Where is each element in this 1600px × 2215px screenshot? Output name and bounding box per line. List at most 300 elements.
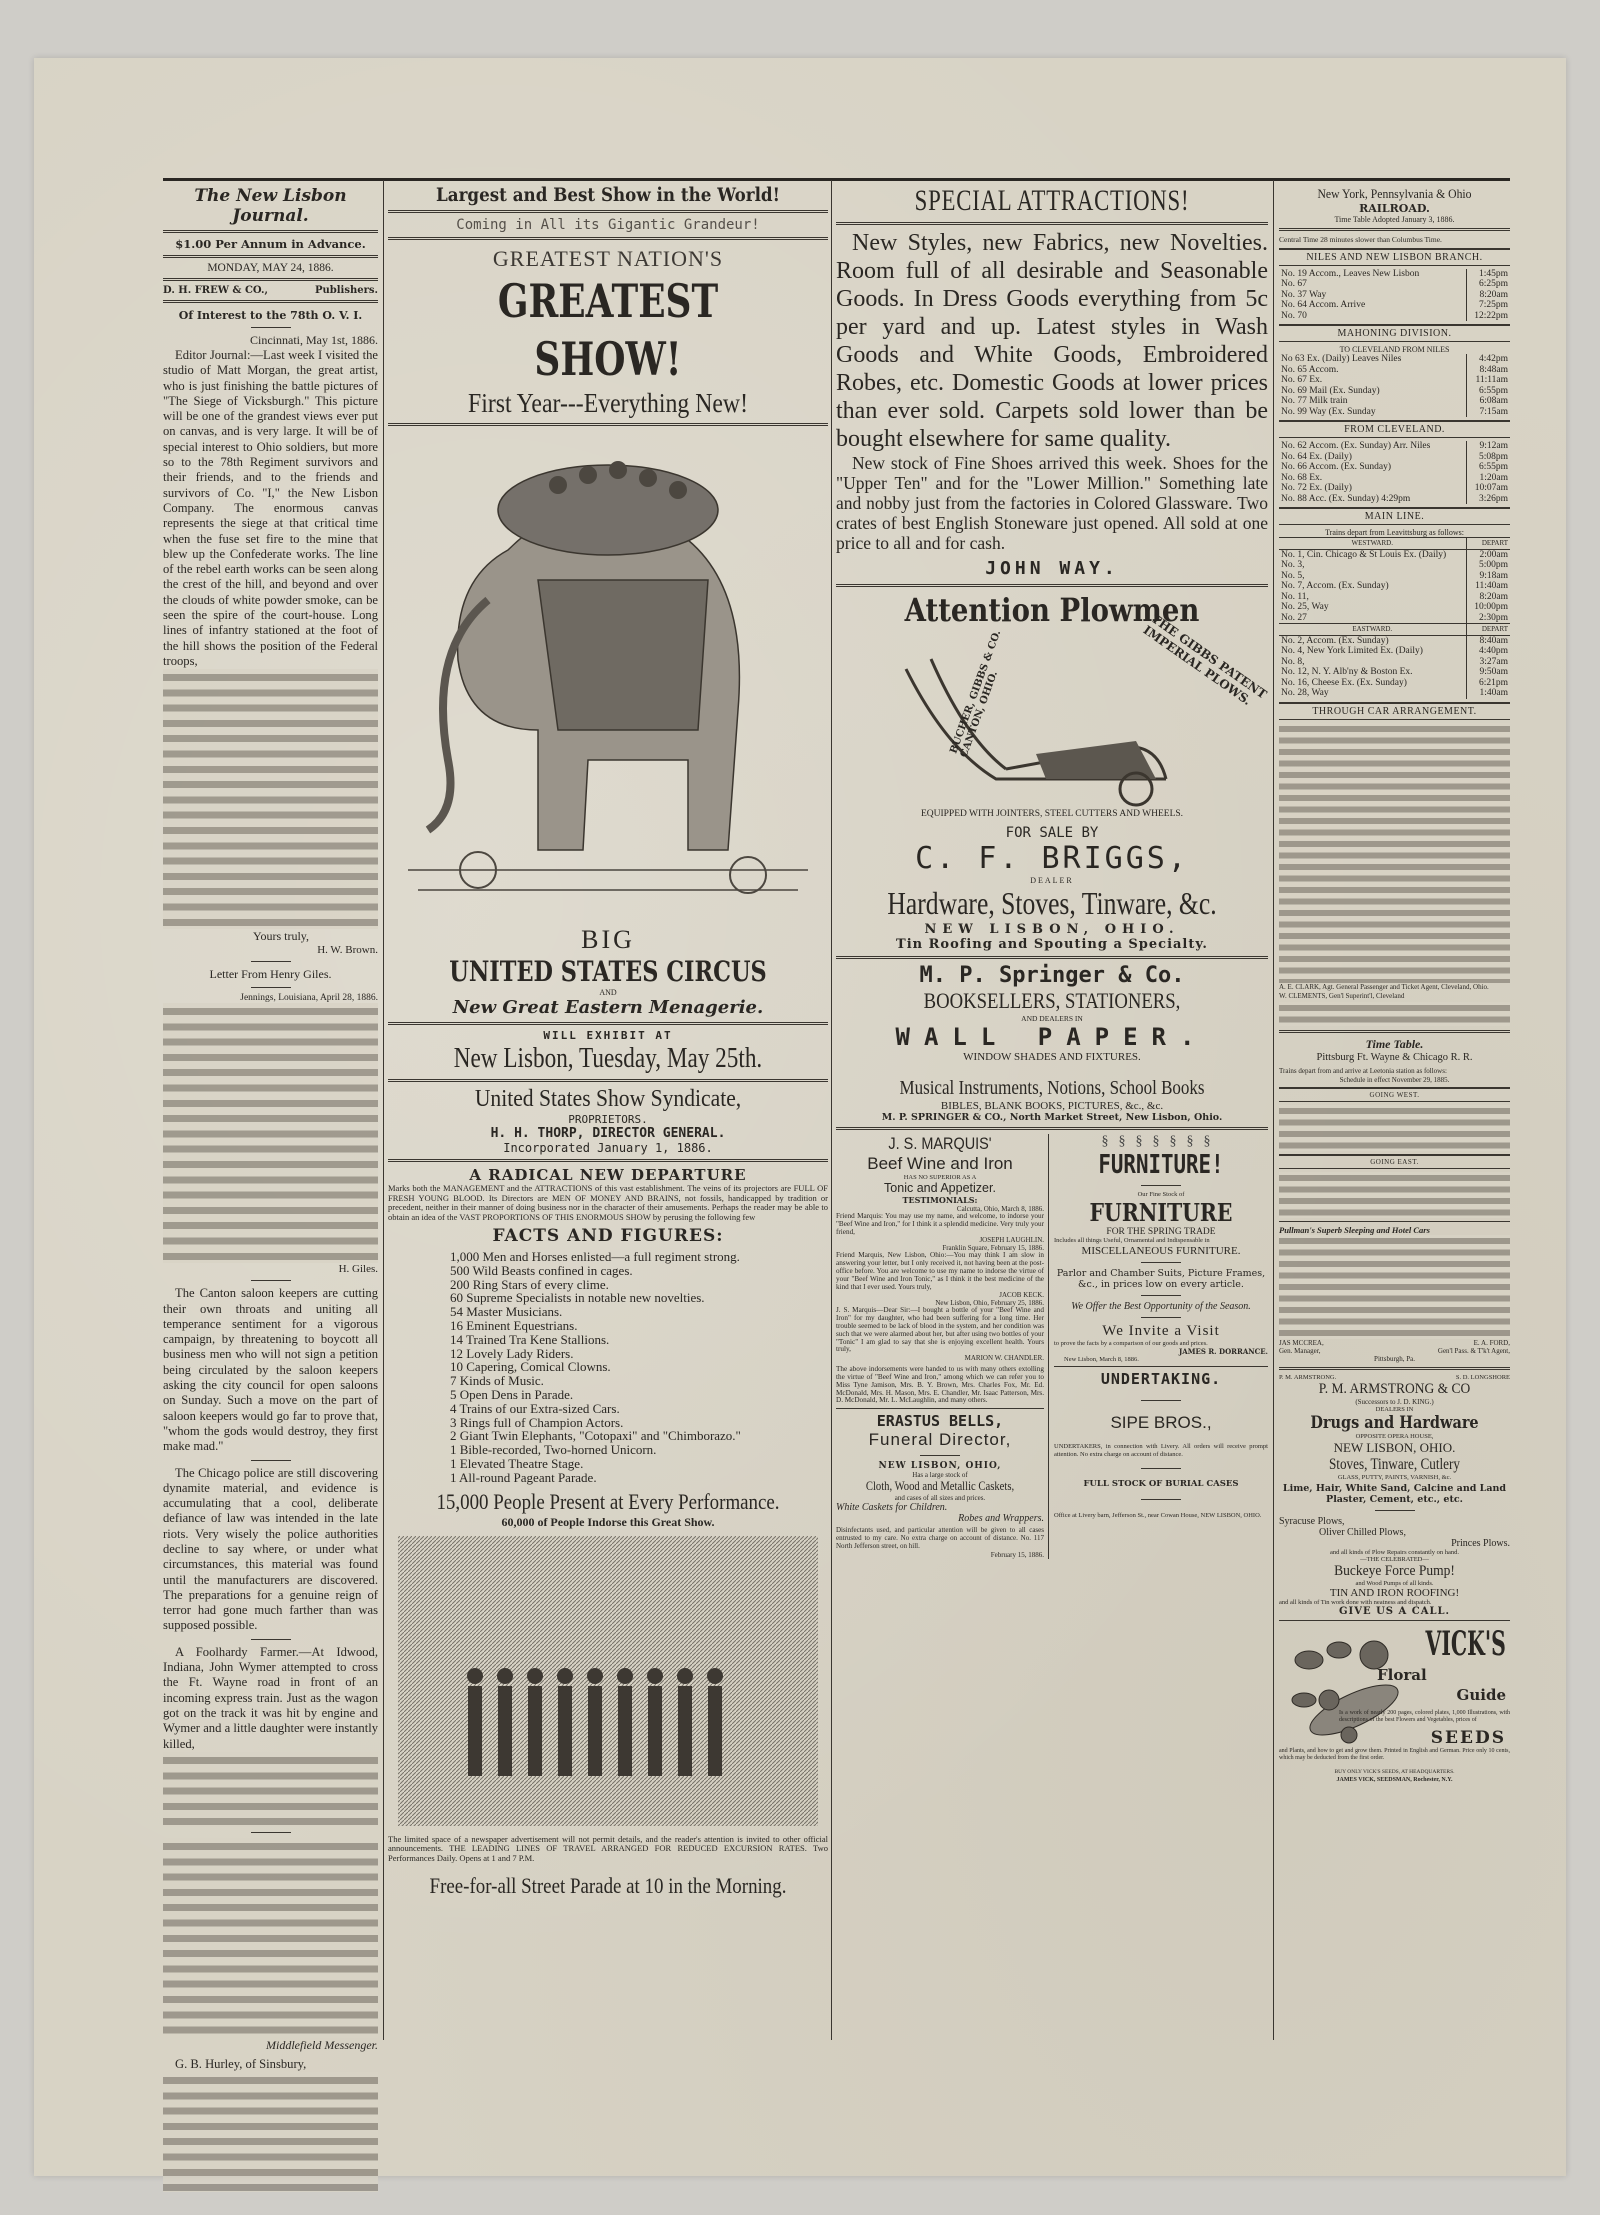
news-item-canton: The Canton saloon keepers are cutting their own throats and uniting all temperance sentiment for a vigorous campaign, by threatening to boycott all business men who will not sign a petition being circulated by the saloon keepers asking the city council for open saloons on Sunday. Such a move on the part of saloon keepers would go far to prove that, "whom the gods would destroy, they first make mad." (163, 1286, 378, 1454)
vick-guide: Guide (1456, 1686, 1506, 1704)
timetable-row (1279, 646, 1510, 657)
article-closing: Yours truly, (253, 929, 310, 944)
springer-line5: BIBLES, BLANK BOOKS, PICTURES, &c., &c. (940, 1100, 1164, 1112)
dealer-label: DEALER (1030, 876, 1074, 885)
furniture-title: FURNITURE! (1098, 1150, 1224, 1180)
railroad-superintendent: W. CLEMENTS, Gen'l Superint'l, Cleveland (1279, 992, 1405, 1000)
furniture-line: Our Fine Stock of (1137, 1191, 1185, 1198)
pfw-title: Time Table. (1365, 1036, 1424, 1051)
circus-director: H. H. THORP, DIRECTOR GENERAL. (490, 1126, 726, 1141)
train-time: 7:25pm (1466, 300, 1510, 311)
train-time: 2:00am (1466, 549, 1510, 560)
sipe-office: Office at Livery barn, Jefferson St., near Cowan House, NEW LISBON, OHIO. (1054, 1512, 1262, 1519)
timetable-section-sub: TO CLEVELAND FROM NILES (1339, 345, 1450, 354)
train-time: 3:27am (1466, 657, 1510, 668)
armstrong-town: NEW LISBON, OHIO. (1333, 1440, 1456, 1455)
timetable-row (1279, 549, 1510, 560)
timetable-row (1279, 473, 1510, 484)
train-name: No. 64 Ex. (Daily) (1281, 451, 1352, 462)
column-rule (1273, 180, 1274, 2040)
springer-wallpaper: WALL PAPER. (895, 1023, 1209, 1051)
springer-address: M. P. SPRINGER & CO., North Market Street, New Lisbon, Ohio. (881, 1112, 1223, 1123)
train-time: 4:42pm (1466, 354, 1510, 365)
fact-item: 12 Lovely Lady Riders. (450, 1345, 574, 1361)
for-sale-by: FOR SALE BY (1005, 825, 1099, 841)
train-name: No. 16, Cheese Ex. (Ex. Sunday) (1281, 677, 1407, 688)
timetable-section-title: THROUGH CAR ARRANGEMENT. (1279, 702, 1510, 720)
ford-title: Gen'l Pass. & T'k't Agent, (1437, 1347, 1510, 1355)
mccrea: JAS MCCREA, (1279, 1339, 1324, 1347)
train-name: No. 28, Way (1281, 688, 1329, 698)
marquis-tonic: Tonic and Appetizer. (884, 1181, 996, 1195)
circus-indorse: 60,000 of People Indorse this Great Show. (501, 1514, 715, 1529)
through-car-text (1279, 723, 1510, 983)
sipe-title: UNDERTAKING. (1100, 1370, 1222, 1388)
train-time: 6:08am (1466, 396, 1510, 407)
furniture-offer: We Offer the Best Opportunity of the Season. (1071, 1300, 1251, 1312)
timetable-row (1279, 386, 1510, 397)
timetable-row (1279, 560, 1510, 571)
vick-buy: BUY ONLY VICK'S SEEDS, AT HEADQUARTERS. (1334, 1769, 1455, 1775)
timetable-section-title: MAIN LINE. (1279, 507, 1510, 525)
timetable-section-title: MAHONING DIVISION. (1279, 324, 1510, 342)
circus-first-year: First Year---Everything New! (468, 388, 748, 418)
armstrong-stoves: Stoves, Tinware, Cutlery (1328, 1456, 1461, 1473)
vick-name: VICK'S (1425, 1624, 1506, 1664)
marquis-sub: HAS NO SUPERIOR AS A (903, 1174, 977, 1181)
ornament-row: §§§§§§§ (1101, 1134, 1221, 1149)
masthead-title: The New Lisbon Journal. (194, 186, 347, 226)
timetable-row (1279, 396, 1510, 407)
pullman-text (1279, 1235, 1510, 1339)
bells-line: and cases of all sizes and prices. (894, 1494, 986, 1503)
pfw-east-rows (1279, 1172, 1510, 1218)
news-item-hurley: G. B. Hurley, of Sinsbury, (175, 2056, 307, 2071)
train-name: No. 5, (1281, 570, 1305, 581)
train-time: 6:21pm (1466, 678, 1510, 689)
furniture-big: FURNITURE (1089, 1198, 1233, 1227)
timetable-row (1279, 494, 1510, 505)
train-name: No. 19 Accom., Leaves New Lisbon (1281, 268, 1420, 279)
bells-line: White Caskets for Children. (836, 1502, 948, 1514)
timetable-header: DEPART (1466, 624, 1510, 636)
timetable-table (1279, 623, 1510, 699)
plow-illustration (836, 611, 1270, 819)
fact-item: 4 Trains of our Extra-sized Cars. (450, 1400, 620, 1416)
testimonial-place: New Lisbon, Ohio, February 25, 1886. (935, 1299, 1044, 1308)
timetable-row (1279, 452, 1510, 463)
timetable-header: WESTWARD. (1351, 539, 1393, 547)
fact-item: 16 Eminent Equestrians. (450, 1317, 578, 1333)
bells-town: NEW LISBON, OHIO, (878, 1461, 1002, 1472)
timetable-row (1279, 375, 1510, 386)
subscription-price: $1.00 Per Annum in Advance. (175, 237, 366, 251)
furniture-signature: JAMES R. DORRANCE. (1179, 1347, 1268, 1356)
dealer-town: NEW LISBON, OHIO. (924, 922, 1180, 937)
article-heading: Of Interest to the 78th O. V. I. (178, 309, 363, 322)
circus-name: UNITED STATES CIRCUS (449, 955, 767, 988)
train-time: 10:07am (1466, 483, 1510, 494)
radical-heading: A RADICAL NEW DEPARTURE (469, 1166, 747, 1184)
railroad-city: Pittsburgh, Pa. (1374, 1355, 1415, 1363)
timetable-row (1279, 462, 1510, 473)
column-rule (383, 180, 384, 2040)
timetable-table (1279, 537, 1510, 623)
testimonial-signature: JACOB KECK. (999, 1291, 1044, 1300)
timetable-row (1279, 688, 1510, 699)
news-item-chicago: The Chicago police are still discovering dynamite material, and evidence is accumulating that a cool, deliberate defiance of law was intended in the late riots. Very wisely the police authorities decline to say where, or under what circumstances, this material was found until the manufacturers are discovered. The preparations for a genuine reign of terror had gone much farther than was supposed possible. (163, 1465, 378, 1633)
armstrong-plow: Princes Plows. (1451, 1538, 1510, 1549)
testimonial-place: Franklin Square, February 15, 1886. (942, 1244, 1044, 1253)
article-body-continued (163, 669, 378, 929)
ford: E. A. FORD, (1473, 1339, 1510, 1347)
timetable-row (1279, 290, 1510, 301)
timetable-row (1279, 300, 1510, 311)
partner: S. D. LONGSHORE (1455, 1374, 1510, 1381)
issue-date: MONDAY, MAY 24, 1886. (207, 262, 334, 274)
timetable-row (1279, 354, 1510, 365)
article-body: Editor Journal:—Last week I visited the studio of Matt Morgan, the great artist, who is just finishing the battle pictures of "The Siege of Vicksburgh." This picture will be one of the grandest views ever put on canvas, and is very large. It will be of special interest to Ohio soldiers, but more so to the 78th Regiment survivors and their friends, and to the friends and survivors of Co. "I," the New Lisbon Company. The enormous canvas represents the siege at that critical time when the fuse set fire to the mine that blew up the Confederate works. The line of the rebel earth works can be seen along the crest of the hill, and beyond and over the clouds of white powder smoke, can be seen the spire of the court-house. Long lines of infantry stationed at the foot of the hill shows the position of the Federal troops, (163, 348, 378, 668)
news-item-continued (163, 2072, 378, 2192)
train-name: No. 25, Way (1281, 602, 1329, 612)
sipe-body: UNDERTAKERS, in connection with Livery. All orders will receive prompt attention. No extra charge on account of distance. (1054, 1443, 1268, 1458)
timetable-section-title: NILES AND NEW LISBON BRANCH. (1279, 248, 1510, 266)
timetable-row (1279, 581, 1510, 592)
vick-body: and Plants, and how to get and grow them. Printed in English and German. Price only 10 cents, which may be deducted from the first order. (1279, 1748, 1510, 1761)
parade-caption: The limited space of a newspaper advertisement will not permit details, and the reader's attention is invited to other official announcements. THE LEADING LINES OF TRAVEL ARRANGED FOR REDUCED EXCURSION RATES. Two Performances Daily. Opens at 1 and 7 P.M. (388, 1833, 828, 1863)
railroad-subtitle: RAILROAD. (1359, 202, 1430, 215)
furniture-line: FOR THE SPRING TRADE (1106, 1227, 1216, 1237)
train-time: 11:40am (1466, 581, 1510, 592)
mccrea-title: Gen. Manager, (1279, 1347, 1321, 1355)
article-dateline: Jennings, Louisiana, April 28, 1886. (240, 993, 378, 1004)
railroad-adopted: Time Table Adopted January 3, 1886. (1334, 215, 1455, 224)
springer-line1: BOOKSELLERS, STATIONERS, (923, 988, 1181, 1013)
article-body (163, 1003, 378, 1263)
publisher: D. H. FREW & CO., (163, 285, 268, 296)
news-item-continued (163, 1752, 378, 1827)
special-title: SPECIAL ATTRACTIONS! (914, 184, 1190, 217)
marquis-advertisement (836, 1134, 1049, 1559)
armstrong-plow: Oliver Chilled Plows, (1319, 1527, 1406, 1538)
plow-maker: BUCHER, GIBBS & CO. CANTON, OHIO. (948, 628, 1004, 759)
timetable-row (1279, 667, 1510, 678)
train-name: No 63 Ex. (Daily) Leaves Niles (1281, 354, 1402, 364)
train-time: 6:55pm (1466, 462, 1510, 473)
train-time: 1:40am (1466, 688, 1510, 699)
train-name: No. 67 Ex. (1281, 375, 1323, 385)
dealer-goods: Hardware, Stoves, Tinware, &c. (887, 885, 1217, 921)
circus-date: New Lisbon, Tuesday, May 25th. (453, 1042, 763, 1074)
pfw-west-rows (1279, 1105, 1510, 1151)
furniture-line: Includes all things Useful, Ornamental and Indispensable in (1054, 1237, 1210, 1244)
train-name: No. 12, N. Y. Alb'ny & Boston Ex. (1281, 667, 1413, 677)
radical-body: Marks both the MANAGEMENT and the ATTRACTIONS of this vast establishment. The veins of its projectors are FULL OF FRESH YOUNG BLOOD. Its Directors are MEN OF MONEY AND BRAINS, not fossils, handicapped by tradition or precedent, neither in their manner of doing business nor in the character of their amusements. Perhaps the reader may be able to obtain an idea of the VAST PROPORTIONS OF THIS ENORMOUS SHOW by perusing the following few (388, 1183, 828, 1222)
armstrong-call: GIVE US A CALL. (1338, 1606, 1450, 1617)
testimonial-body: Friend Marquis, New Lisbon, Ohio:—You may think I am slow in answering your letter, but I only received it, not having been at the post-office before. You are welcome to use my name to indorse the virtue of your "Beef Wine and Iron Tonic," as I think it the best medicine of the kind that I ever used. Yours truly, (836, 1251, 1044, 1291)
furniture-parlor: Parlor and Chamber Suits, Picture Frames, &c., in prices low on every article. (1056, 1267, 1266, 1290)
circus-nations: GREATEST NATION'S (492, 246, 724, 271)
pfw-east: GOING EAST. (1279, 1154, 1510, 1169)
fact-item: 54 Master Musicians. (450, 1304, 563, 1320)
bells-title: Funeral Director, (868, 1430, 1012, 1450)
marquis-product: Beef Wine and Iron (867, 1154, 1013, 1173)
vick-floral: Floral (1377, 1666, 1427, 1684)
timetable-row (1279, 365, 1510, 376)
armstrong-drugs: Drugs and Hardware (1310, 1413, 1479, 1433)
flower-illustration (1279, 1630, 1409, 1760)
circus-menagerie: New Great Eastern Menagerie. (452, 997, 764, 1018)
circus-incorporated: Incorporated January 1, 1886. (503, 1141, 713, 1155)
testimonial-place: Calcutta, Ohio, March 8, 1886. (956, 1205, 1044, 1213)
timetable-table (1279, 441, 1510, 504)
timetable-row (1279, 311, 1510, 322)
train-name: No. 67 (1281, 279, 1307, 289)
pfw-subtitle: Pittsburg Ft. Wayne & Chicago R. R. (1316, 1051, 1473, 1063)
train-name: No. 3, (1281, 560, 1305, 570)
testimonial-signature: MARION W. CHANDLER. (964, 1354, 1044, 1363)
train-name: No. 64 Accom. Arrive (1281, 300, 1366, 310)
train-name: No. 11, (1281, 591, 1309, 602)
bells-line: Has a large stock of (912, 1471, 968, 1480)
train-time: 1:20am (1466, 473, 1510, 484)
train-time: 8:20am (1466, 290, 1510, 301)
bells-line: Robes and Wrappers. (958, 1513, 1044, 1525)
train-time: 4:40pm (1466, 646, 1510, 657)
timetable-table (1279, 354, 1510, 417)
column-railroad (1279, 180, 1510, 1794)
fact-item: 500 Wild Beasts confined in cages. (450, 1262, 633, 1278)
furniture-invite: We Invite a Visit (1102, 1322, 1220, 1339)
armstrong-name: P. M. ARMSTRONG & CO (1318, 1381, 1471, 1397)
train-time: 3:26pm (1466, 494, 1510, 505)
timetable-row (1279, 635, 1510, 646)
train-name: No. 68 Ex. (1281, 472, 1323, 483)
column-news (163, 180, 378, 2192)
fact-item: 1 Bible-recorded, Two-horned Unicorn. (450, 1442, 657, 1458)
plow-equipped: EQUIPPED WITH JOINTERS, STEEL CUTTERS AND WHEELS. (920, 809, 1184, 819)
armstrong-roofing: TIN AND IRON ROOFING! (1329, 1587, 1460, 1599)
dealer-specialty: Tin Roofing and Spouting a Specialty. (896, 937, 1208, 952)
fact-item: 7 Kinds of Music. (450, 1373, 544, 1389)
train-time: 9:18am (1466, 571, 1510, 582)
fact-item: 1 Elevated Theatre Stage. (450, 1455, 584, 1471)
timetable-row (1279, 279, 1510, 290)
armstrong-line: GLASS, PUTTY, PAINTS, VARNISH, &c. (1337, 1474, 1452, 1481)
train-name: No. 27 (1281, 612, 1307, 623)
furniture-line: to prove the facts by a comparison of our goods and prices. (1054, 1339, 1208, 1347)
train-name: No. 99 Way (Ex. Sunday (1281, 406, 1376, 417)
train-time: 11:11am (1466, 375, 1510, 386)
armstrong-line: DEALERS IN (1375, 1406, 1414, 1413)
timetable-section-title: FROM CLEVELAND. (1279, 420, 1510, 438)
train-name: No. 37 Way (1281, 289, 1327, 300)
circus-coming: Coming in All its Gigantic Grandeur! (456, 217, 760, 233)
timetable-header: EASTWARD. (1352, 625, 1393, 633)
circus-headline: GREATEST SHOW! (497, 274, 719, 386)
train-time: 1:45pm (1466, 269, 1510, 280)
article-signature: H. W. Brown. (317, 944, 378, 957)
railroad-title: New York, Pennsylvania & Ohio (1317, 186, 1472, 201)
springer-line2: AND DEALERS IN (1021, 1014, 1083, 1023)
timetable-row (1279, 678, 1510, 689)
marquis-closing: The above indorsements were handed to us with many others extolling the virtue of "Beef Wine and Iron," among which we can refer you to Miss Tyne Jamison, Mrs. B. Y. Brown, Mrs. Charles Fox, Mr. Ed. McDonald, Mrs. H. Mason, Mrs. E. Chandler, Mr. Isaac Patterson, Mrs. D. McDonald, Mr. L. McLaughlin, and many others. (836, 1365, 1044, 1405)
train-name: No. 72 Ex. (Daily) (1281, 483, 1352, 493)
timetable-row (1279, 592, 1510, 603)
timetable-row (1279, 602, 1510, 613)
pfw-note: Trains depart from and arrive at Leetonia station as follows: (1279, 1066, 1447, 1075)
special-shoes: New stock of Fine Shoes arrived this week. Shoes for the "Upper Ten" and for the "Lower Million." Something late and nobby just from the factories in Colored Glassware. Two crates of best English Stoneware just opened. All sold at one price to all and for cash. (836, 453, 1268, 553)
source-credit: Middlefield Messenger. (266, 2037, 378, 2052)
timetable-row (1279, 571, 1510, 582)
train-name: No. 1, Cin. Chicago & St Louis Ex. (Daily) (1281, 549, 1447, 560)
armstrong-line: and all kinds of Tin work done with neatness and dispatch. (1279, 1599, 1432, 1606)
armstrong-line: (Successors to J. D. KING.) (1355, 1398, 1434, 1406)
railroad-agent: A. E. CLARK, Agt. General Passenger and Ticket Agent, Cleveland, Ohio. (1279, 982, 1489, 991)
fact-item: 200 Ring Stars of every clime. (450, 1276, 609, 1292)
article-heading: Letter From Henry Giles. (209, 967, 332, 982)
circus-syndicate: United States Show Syndicate, (474, 1086, 742, 1112)
news-item-census (163, 1838, 378, 2038)
bells-date: February 15, 1886. (990, 1550, 1044, 1559)
armstrong-line: and Wood Pumps of all kinds. (1355, 1580, 1434, 1587)
fact-item: 14 Trained Tra Kene Stallions. (450, 1331, 610, 1347)
special-text: New Styles, new Fabrics, new Novelties. Room full of all desirable and Seasonable Goods. In Dress Goods everything from 5c per yard and up. Latest styles in Wash Goods and White Goods, Embroidered Robes, etc. Domestic Goods at lower prices than ever sold. Carpets sold lower than be bought elsewhere for same quality. (836, 230, 1268, 452)
vick-seeds: SEEDS (1430, 1728, 1506, 1748)
sipe-stock: FULL STOCK OF BURIAL CASES (1083, 1479, 1239, 1489)
timetable-row (1279, 657, 1510, 668)
fact-item: 10 Capering, Comical Clowns. (450, 1359, 611, 1375)
train-name: No. 4, New York Limited Ex. (Daily) (1281, 646, 1423, 656)
train-name: No. 62 Accom. (Ex. Sunday) Arr. Niles (1281, 441, 1431, 451)
fact-item: 1 All-round Pageant Parade. (450, 1469, 597, 1485)
news-item-farmer: A Foolhardy Farmer.—At Idwood, Indiana, John Wymer attempted to cross the Ft. Wayne road in front of an incoming express train. Just as the wagon got on the track it was hit by engine and Wymer and a little daughter were instantly killed, (163, 1644, 378, 1751)
timetable-table (1279, 269, 1510, 322)
train-time: 9:12am (1466, 441, 1510, 452)
train-time: 5:00pm (1466, 560, 1510, 571)
circus-advertisement (388, 180, 828, 1899)
train-time: 5:08pm (1466, 452, 1510, 463)
circus-exhibit: WILL EXHIBIT AT (543, 1029, 673, 1042)
circus-attendance: 15,000 People Present at Every Performance. (436, 1488, 780, 1514)
springer-line3: WINDOW SHADES AND FIXTURES. (963, 1051, 1141, 1063)
testimonial-signature: JOSEPH LAUGHLIN. (979, 1236, 1044, 1245)
timetable-header: DEPART (1466, 538, 1510, 550)
timetable-row (1279, 269, 1510, 280)
elephant-illustration (388, 430, 828, 920)
train-time: 12:22pm (1466, 311, 1510, 322)
railroad-central-time: Central Time 28 minutes slower than Columbus Time. (1279, 235, 1442, 244)
pullman-title: Pullman's Superb Sleeping and Hotel Cars (1279, 1225, 1430, 1235)
armstrong-line: and all kinds of Plow Repairs constantly on hand. (1329, 1549, 1460, 1556)
train-time: 8:20am (1466, 592, 1510, 603)
timetable-section-sub: Trains depart from Leavittsburg as follows: (1325, 528, 1464, 537)
train-name: No. 7, Accom. (Ex. Sunday) (1281, 581, 1389, 591)
publisher-role: Publishers. (314, 285, 378, 296)
armstrong-plow: Syracuse Plows, (1279, 1516, 1345, 1527)
circus-parade: Free-for-all Street Parade at 10 in the Morning. (429, 1873, 787, 1899)
timetable-row (1279, 407, 1510, 418)
train-time: 9:50am (1466, 667, 1510, 678)
bells-name: ERASTUS BELLS, (876, 1412, 1004, 1431)
furniture-misc: MISCELLANEOUS FURNITURE. (1081, 1244, 1241, 1257)
timetable-row (1279, 483, 1510, 494)
fact-item: 5 Open Dens in Parade. (450, 1386, 574, 1402)
pfw-west: GOING WEST. (1279, 1087, 1510, 1102)
train-name: No. 66 Accom. (Ex. Sunday) (1281, 462, 1392, 472)
armstrong-line: —THE CELEBRATED— (1360, 1556, 1429, 1563)
marquis-testimonials: TESTIMONIALS: (902, 1195, 978, 1205)
train-name: No. 88 Acc. (Ex. Sunday) 4:29pm (1281, 493, 1411, 504)
train-time: 8:40am (1466, 635, 1510, 646)
springer-line4: Musical Instruments, Notions, School Books (899, 1077, 1205, 1099)
dealer-name: C. F. BRIGGS, (915, 841, 1189, 876)
vick-signature: JAMES VICK, SEEDSMAN, Rochester, N.Y. (1336, 1777, 1453, 1783)
train-time: 2:30pm (1466, 613, 1510, 624)
fact-item: 3 Rings full of Champion Actors. (450, 1414, 624, 1430)
railroad-notes (1279, 1002, 1510, 1026)
train-time: 6:25pm (1466, 279, 1510, 290)
bells-caskets: Cloth, Wood and Metallic Caskets, (865, 1479, 1015, 1494)
column-rule (831, 180, 832, 2040)
sipe-name: SIPE BROS., (1110, 1413, 1212, 1432)
vick-body: Is a work of nearly 200 pages, colored plates, 1,000 Illustrations, with descriptions of the best Flowers and Vegetables, prices of (1339, 1710, 1510, 1723)
train-name: No. 8, (1281, 656, 1305, 667)
armstrong-line: OPPOSITE OPERA HOUSE, (1355, 1433, 1434, 1440)
train-name: No. 69 Mail (Ex. Sunday) (1281, 385, 1380, 396)
special-signature: JOHN WAY. (985, 558, 1119, 579)
springer-name: M. P. Springer & Co. (919, 963, 1185, 988)
train-time: 10:00pm (1466, 602, 1510, 613)
timetable-row (1279, 613, 1510, 624)
pfw-schedule: Schedule in effect November 29, 1885. (1339, 1076, 1450, 1084)
column-ads (836, 180, 1268, 1559)
marquis-name: J. S. MARQUIS' (888, 1134, 992, 1153)
testimonial-body: J. S. Marquis—Dear Sir:—I bought a bottle of your "Beef Wine and Iron" for my daughter, who had been suffering for a long time. Her trouble seemed to be lack of blood in the system, and her condition was such that we were alarmed about her, but after using two bottles of your "Tonic" I am glad to say that she is enjoying excellent health. Yours truly, (836, 1306, 1044, 1354)
plow-title: Attention Plowmen (904, 591, 1200, 629)
testimonial-body: Friend Marquis: You may use my name, and welcome, to indorse your "Beef Wine and Iron," for I think it a splendid medicine. Very truly your friend, (836, 1212, 1044, 1236)
circus-and: AND (599, 988, 617, 997)
train-time: 6:55pm (1466, 386, 1510, 397)
plow-brand: THE GIBBS PATENT IMPERIAL PLOWS. (1140, 611, 1270, 708)
timetable-row (1279, 441, 1510, 452)
facts-heading: FACTS AND FIGURES: (492, 1226, 724, 1246)
train-time: 7:15am (1466, 407, 1510, 418)
article-signature: H. Giles. (338, 1263, 378, 1276)
article-dateline: Cincinnati, May 1st, 1886. (250, 333, 378, 347)
timetable (1279, 248, 1510, 699)
circus-big: BIG (581, 925, 635, 954)
armstrong-pump: Buckeye Force Pump! (1334, 1563, 1455, 1579)
facts-list (388, 1250, 828, 1485)
train-name: No. 65 Accom. (1281, 364, 1339, 375)
fact-item: 60 Supreme Specialists in notable new novelties. (450, 1290, 705, 1306)
train-name: No. 77 Milk train (1281, 396, 1348, 406)
circus-tagline: Largest and Best Show in the World! (436, 184, 780, 206)
parade-illustration (388, 1536, 828, 1826)
armstrong-lime: Lime, Hair, White Sand, Calcine and Land Plaster, Cement, etc., etc. (1282, 1483, 1507, 1505)
partner: P. M. ARMSTRONG. (1279, 1374, 1337, 1381)
fact-item: 2 Giant Twin Elephants, "Cotopaxi" and "Chimborazo." (450, 1428, 741, 1444)
furniture-date: New Lisbon, March 8, 1886. (1064, 1356, 1139, 1363)
furniture-advertisement (1049, 1134, 1268, 1559)
bells-note: Disinfectants used, and particular attention will be given to all cases entrusted to my care. No extra charge on account of distance. No. 117 North Jefferson street, on hill. (836, 1526, 1044, 1550)
train-time: 8:48am (1466, 365, 1510, 376)
train-name: No. 70 (1281, 310, 1307, 321)
train-name: No. 2, Accom. (Ex. Sunday) (1281, 635, 1389, 646)
fact-item: 1,000 Men and Horses enlisted—a full regiment strong. (450, 1249, 740, 1264)
vick-advertisement (1279, 1624, 1510, 1794)
